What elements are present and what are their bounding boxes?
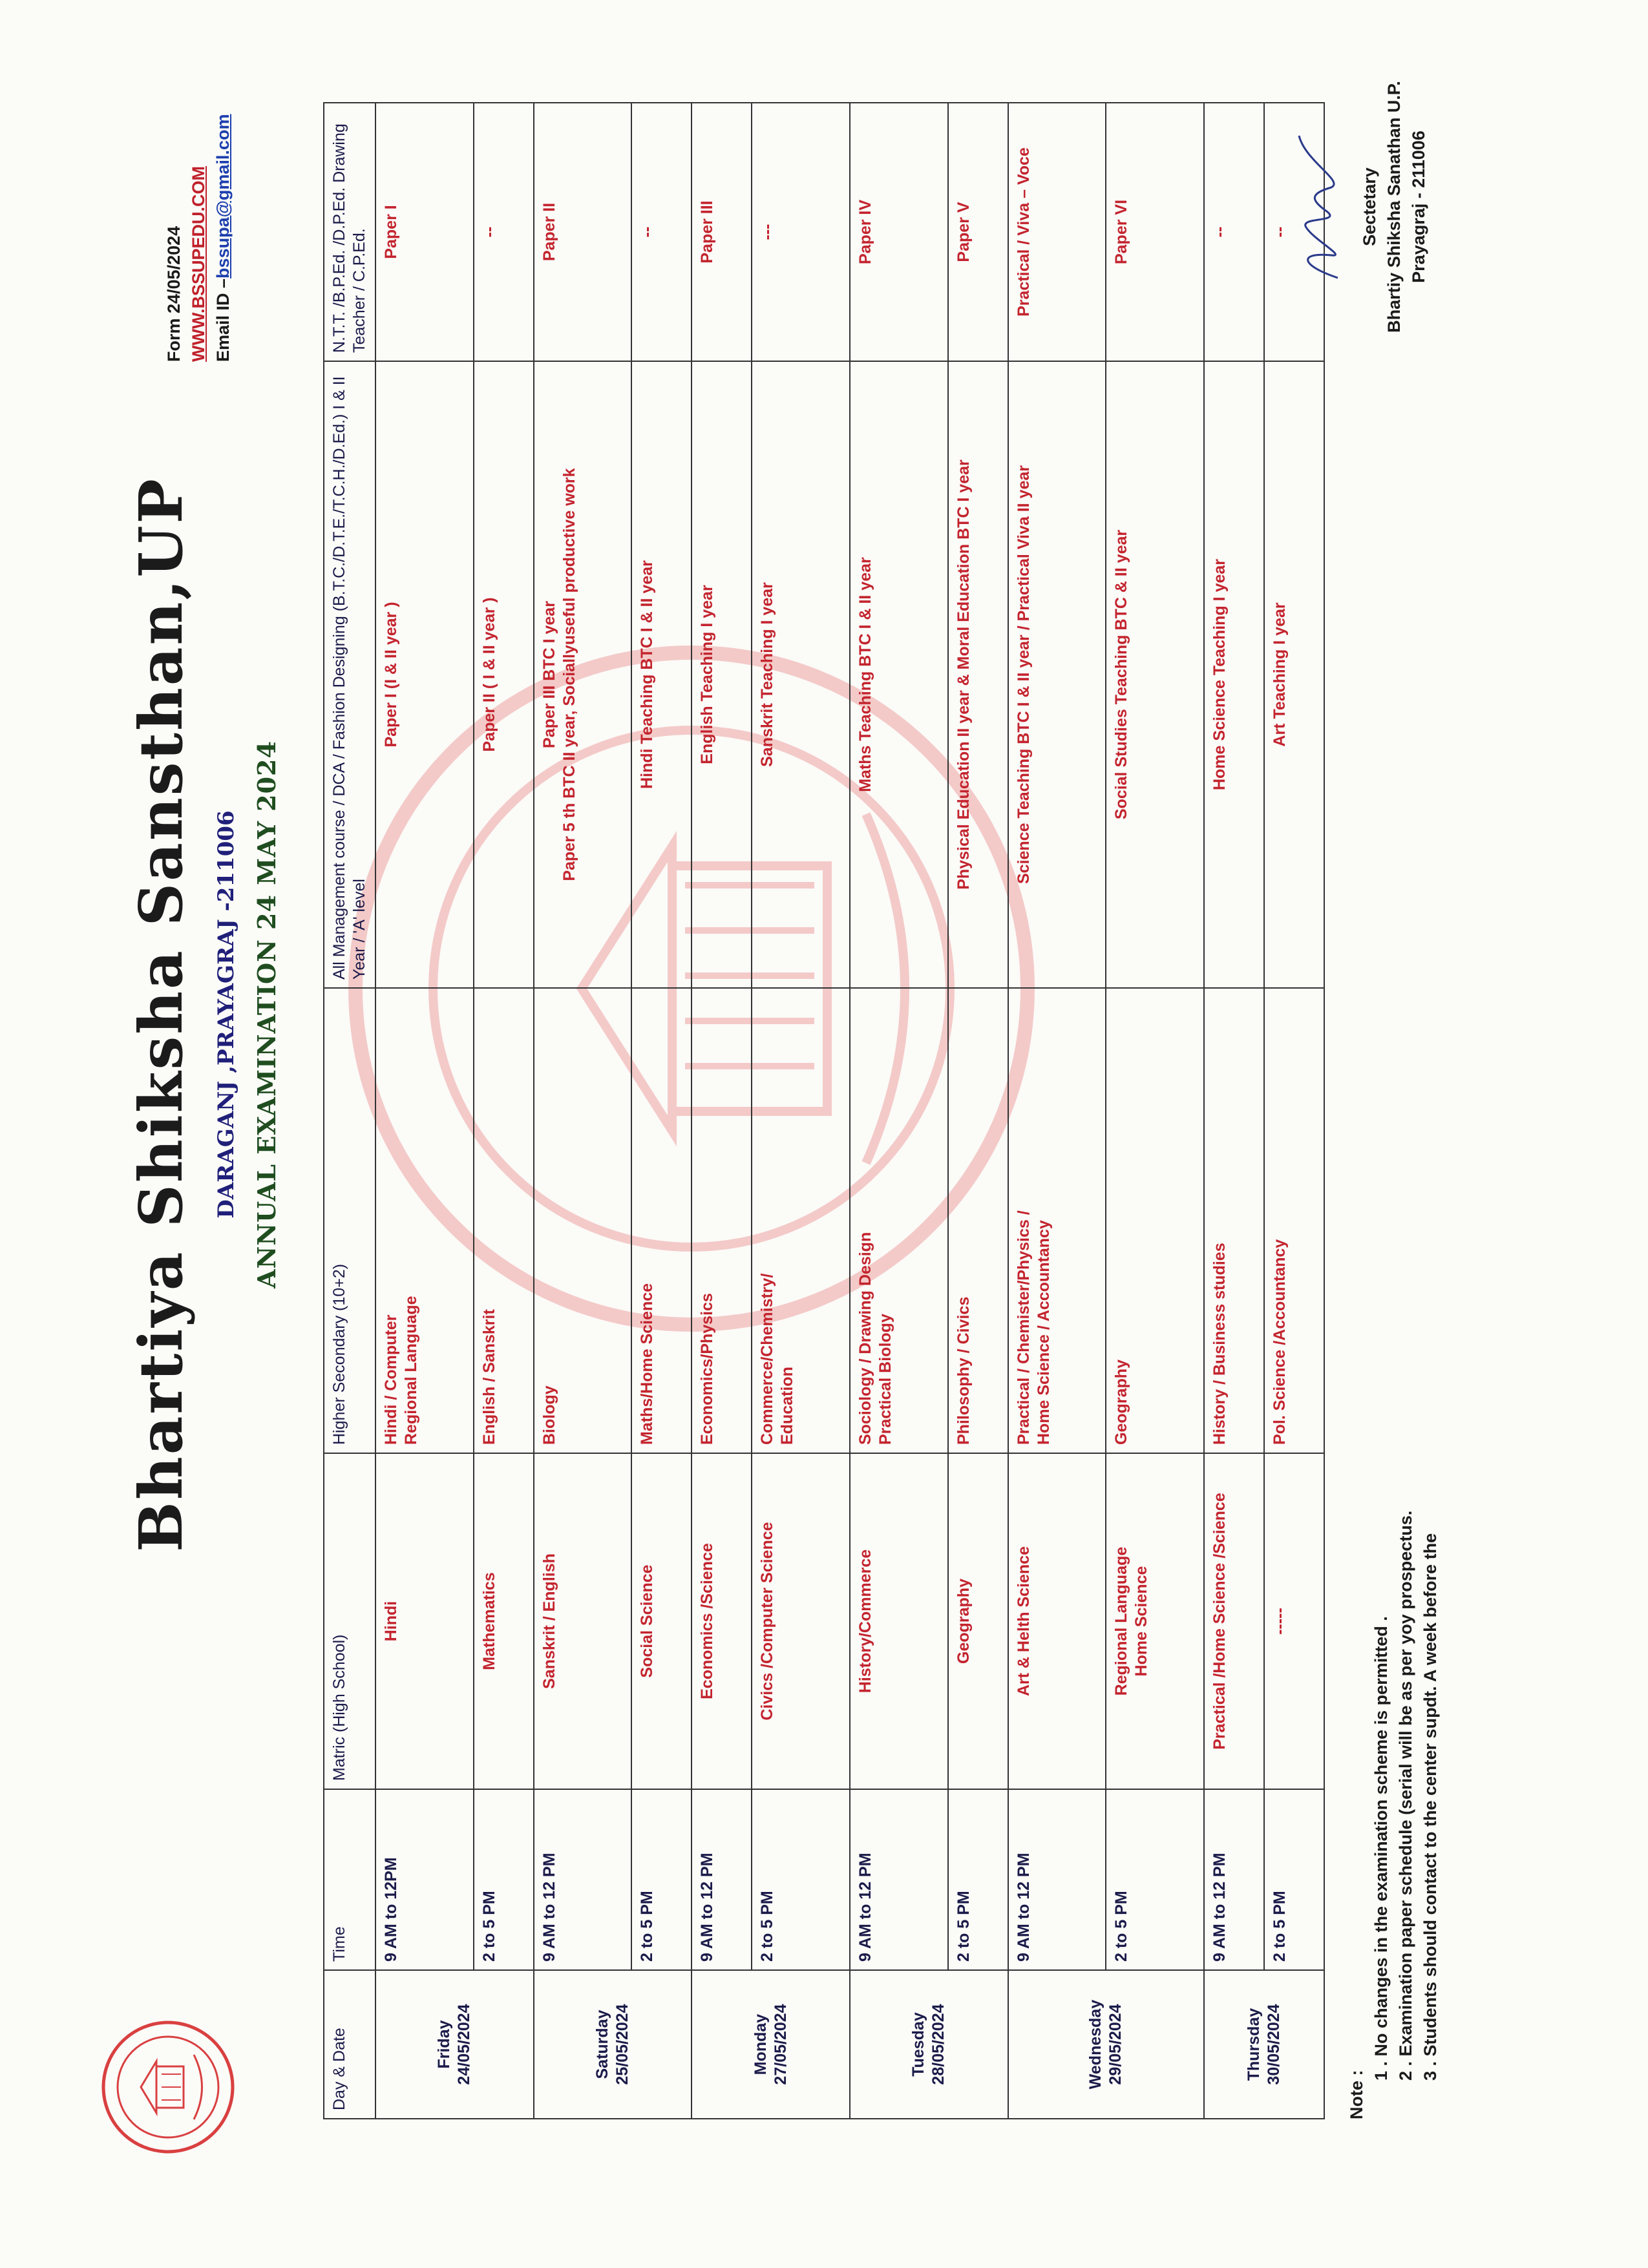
time-cell <box>474 1789 534 1970</box>
management-subject-cell-line: Social Studies Teaching BTC & II year <box>1112 529 1131 820</box>
day-date-cell <box>534 1970 692 2119</box>
higher-secondary-subject-cell <box>948 988 1008 1453</box>
signature-city: Prayagraj - 211006 <box>1409 131 1428 283</box>
matric-subject-cell <box>948 1453 1008 1789</box>
day-name: Monday <box>751 2013 770 2075</box>
ntt-subject-cell-line: Practical / Viva – Voce <box>1014 147 1033 317</box>
column-header-time: Time <box>324 1789 375 1970</box>
management-subject-cell-line: Paper I (I & II year ) <box>382 602 400 748</box>
higher-secondary-subject-cell-line: Geography <box>1112 1360 1131 1445</box>
matric-subject-cell <box>375 1453 474 1789</box>
higher-secondary-subject-cell-line: Biology <box>540 1385 558 1445</box>
time-cell <box>1106 1789 1204 1970</box>
management-subject-cell-line: Paper III BTC I year <box>540 601 558 748</box>
higher-secondary-subject-cell <box>1106 988 1204 1453</box>
notes-section <box>1344 1511 1442 2119</box>
management-subject-cell <box>474 361 534 988</box>
note-item: 2 . Examination paper schedule (serial will be as per yoy prospectus. <box>1396 1510 1415 2081</box>
time-cell-line: 9 AM to 12 PM <box>540 1853 558 1962</box>
time-cell-line: 2 to 5 PM <box>638 1891 657 1962</box>
table-row <box>850 103 948 2119</box>
table-row <box>631 103 692 2119</box>
matric-subject-cell <box>850 1453 948 1789</box>
exam-date: 27/05/2024 <box>771 2004 790 2085</box>
higher-secondary-subject-cell-line: English / Sanskrit <box>480 1309 498 1445</box>
table-row <box>752 103 850 2119</box>
higher-secondary-subject-cell-line: Philosophy / Civics <box>954 1296 973 1445</box>
signature-org: Bhartiy Shiksha Sanathan U.P. <box>1384 81 1404 333</box>
schedule-body <box>375 103 1324 2119</box>
matric-subject-cell-line: Art & Helth Science <box>1014 1546 1033 1697</box>
ntt-subject-cell-line: -- <box>1270 226 1289 238</box>
day-date-cell <box>1008 1970 1204 2119</box>
management-subject-cell-line: Physical Education II year & Moral Education BTC I year <box>954 459 973 890</box>
higher-secondary-subject-cell <box>474 988 534 1453</box>
higher-secondary-subject-cell-line: Commerce/Chemistry/ <box>758 1273 777 1445</box>
higher-secondary-subject-cell <box>1204 988 1264 1453</box>
management-subject-cell-line: Hindi Teaching BTC I & II year <box>638 560 657 789</box>
table-row <box>534 103 632 2119</box>
management-subject-cell-line: Home Science Teaching I year <box>1210 558 1229 791</box>
management-subject-cell-line: Paper II ( I & II year ) <box>480 597 498 752</box>
higher-secondary-subject-cell <box>850 988 948 1453</box>
time-cell <box>375 1789 474 1970</box>
management-subject-cell-line: Sanskrit Teaching I year <box>758 582 777 767</box>
day-name: Tuesday <box>909 2012 928 2077</box>
time-cell <box>948 1789 1008 1970</box>
matric-subject-cell-line: Social Science <box>638 1564 657 1678</box>
management-subject-cell <box>1264 361 1324 988</box>
ntt-subject-cell-line: Paper V <box>954 202 973 262</box>
time-cell <box>631 1789 692 1970</box>
ntt-subject-cell <box>1008 103 1106 361</box>
exam-date: 29/05/2024 <box>1106 2004 1125 2085</box>
institute-address: DARAGANJ ,PRAYAGRAJ -211006 <box>213 810 239 1219</box>
table-row <box>1106 103 1204 2119</box>
institute-seal-icon <box>97 2016 239 2158</box>
day-name: Thursday <box>1245 2008 1263 2081</box>
higher-secondary-subject-cell <box>1008 988 1106 1453</box>
management-subject-cell-line: Science Teaching BTC I & II year / Practical Viva II year <box>1014 465 1033 884</box>
time-cell-line: 2 to 5 PM <box>1270 1891 1289 1962</box>
time-cell <box>692 1789 752 1970</box>
exam-schedule-table <box>323 102 1325 2119</box>
higher-secondary-subject-cell-line: Education <box>778 1367 797 1445</box>
matric-subject-cell-line: Civics /Computer Science <box>758 1522 777 1721</box>
higher-secondary-subject-cell <box>534 988 632 1453</box>
matric-subject-cell <box>1008 1453 1106 1789</box>
website-link[interactable]: WWW.BSSUPEDU.COM <box>189 166 208 362</box>
time-cell-line: 9 AM to 12 PM <box>1210 1853 1229 1962</box>
ntt-subject-cell-line: --- <box>758 224 777 240</box>
ntt-subject-cell-line: Paper VI <box>1112 199 1131 265</box>
higher-secondary-subject-cell <box>375 988 474 1453</box>
management-subject-cell-line: Paper 5 th BTC II year, Sociallyuseful productive work <box>560 468 578 881</box>
ntt-subject-cell <box>948 103 1008 361</box>
management-subject-cell <box>1008 361 1106 988</box>
note-item: 1 . No changes in the examination scheme is permitted . <box>1371 1616 1391 2081</box>
management-subject-cell-line: Maths Teaching BTC I & II year <box>856 557 874 792</box>
table-row <box>1008 103 1106 2119</box>
ntt-subject-cell-line: -- <box>1210 226 1229 238</box>
higher-secondary-subject-cell-line: History / Business studies <box>1210 1243 1229 1445</box>
time-cell-line: 2 to 5 PM <box>758 1891 777 1962</box>
higher-secondary-subject-cell-line: Practical Biology <box>876 1314 894 1445</box>
column-header-higher-secondary: Higher Secondary (10+2) <box>324 988 375 1453</box>
matric-subject-cell <box>474 1453 534 1789</box>
management-subject-cell <box>948 361 1008 988</box>
management-subject-cell <box>850 361 948 988</box>
matric-subject-cell <box>534 1453 632 1789</box>
day-name: Wednesday <box>1086 1999 1105 2090</box>
higher-secondary-subject-cell-line: Sociology / Drawing Design <box>856 1232 874 1445</box>
time-cell-line: 9 AM to 12 PM <box>856 1853 874 1962</box>
note-item: 3 . Students should contact to the center supdt. A week before the <box>1421 1533 1440 2081</box>
table-row <box>474 103 534 2119</box>
higher-secondary-subject-cell <box>692 988 752 1453</box>
institute-title: Bhartiya Shiksha Sansthan,UP <box>126 477 196 1552</box>
higher-secondary-subject-cell-line: Maths/Home Science <box>638 1283 657 1445</box>
ntt-subject-cell-line: Paper II <box>540 202 558 262</box>
exam-title: ANNUAL EXAMINATION 24 MAY 2024 <box>252 740 281 1288</box>
exam-date: 25/05/2024 <box>613 2004 631 2085</box>
day-name: Friday <box>435 2020 454 2069</box>
signature-role: Sectetary <box>1360 167 1379 246</box>
matric-subject-cell-line: Mathematics <box>480 1572 498 1670</box>
ntt-subject-cell-line: -- <box>480 226 498 238</box>
higher-secondary-subject-cell-line: Pol. Science /Accountancy <box>1270 1239 1289 1445</box>
notes-label: Note : <box>1347 2070 1366 2119</box>
day-date-cell <box>375 1970 534 2119</box>
matric-subject-cell <box>752 1453 850 1789</box>
matric-subject-cell-line: Practical /Home Science /Science <box>1210 1493 1229 1750</box>
signature-block <box>1286 71 1431 342</box>
time-cell <box>534 1789 632 1970</box>
time-cell-line: 2 to 5 PM <box>1112 1891 1131 1962</box>
exam-date: 28/05/2024 <box>929 2004 948 2085</box>
time-cell <box>1264 1789 1324 1970</box>
exam-date: 30/05/2024 <box>1265 2004 1283 2085</box>
management-subject-cell <box>752 361 850 988</box>
higher-secondary-subject-cell-line: Economics/Physics <box>698 1293 717 1445</box>
higher-secondary-subject-cell-line: Home Science / Accountancy <box>1034 1220 1053 1445</box>
matric-subject-cell-line: ----- <box>1270 1608 1289 1635</box>
higher-secondary-subject-cell <box>752 988 850 1453</box>
time-cell-line: 9 AM to 12 PM <box>698 1853 717 1962</box>
time-cell-line: 9 AM to 12PM <box>382 1857 400 1962</box>
ntt-subject-cell <box>631 103 692 361</box>
time-cell-line: 2 to 5 PM <box>954 1891 973 1962</box>
matric-subject-cell-line: History/Commerce <box>856 1549 874 1694</box>
matric-subject-cell <box>1204 1453 1264 1789</box>
table-row <box>375 103 474 2119</box>
form-info <box>162 114 235 362</box>
form-date: Form 24/05/2024 <box>164 226 184 362</box>
table-row <box>1204 103 1264 2119</box>
higher-secondary-subject-cell-line: Practical / Chemister/Physics / <box>1014 1210 1033 1445</box>
matric-subject-cell <box>631 1453 692 1789</box>
time-cell <box>1204 1789 1264 1970</box>
matric-subject-cell-line: Economics /Science <box>698 1543 717 1699</box>
ntt-subject-cell <box>474 103 534 361</box>
management-subject-cell <box>1106 361 1204 988</box>
matric-subject-cell-line: Geography <box>954 1579 973 1664</box>
column-header-ntt: N.T.T. /B.P.Ed. /D.P.Ed. Drawing Teacher / C.P.Ed. <box>324 103 375 361</box>
time-cell-line: 2 to 5 PM <box>480 1891 498 1962</box>
management-subject-cell <box>631 361 692 988</box>
ntt-subject-cell <box>375 103 474 361</box>
matric-subject-cell-line: Sanskrit / English <box>540 1553 558 1689</box>
ntt-subject-cell <box>692 103 752 361</box>
day-date-cell <box>1204 1970 1324 2119</box>
column-header-day-date: Day & Date <box>324 1970 375 2119</box>
higher-secondary-subject-cell-line: Regional Language <box>402 1296 420 1445</box>
ntt-subject-cell <box>1106 103 1204 361</box>
higher-secondary-subject-cell <box>1264 988 1324 1453</box>
table-row <box>692 103 752 2119</box>
matric-subject-cell <box>692 1453 752 1789</box>
management-subject-cell <box>375 361 474 988</box>
day-date-cell <box>692 1970 850 2119</box>
ntt-subject-cell-line: Paper IV <box>856 199 874 265</box>
management-subject-cell <box>534 361 632 988</box>
management-subject-cell-line: Art Teaching I year <box>1270 602 1289 747</box>
higher-secondary-subject-cell-line: Hindi / Computer <box>382 1314 400 1445</box>
ntt-subject-cell <box>1204 103 1264 361</box>
day-date-cell <box>850 1970 1008 2119</box>
ntt-subject-cell <box>850 103 948 361</box>
table-row <box>1264 103 1324 2119</box>
management-subject-cell-line: English Teaching I year <box>698 585 717 764</box>
email-link[interactable]: bssupa@gmail.com <box>213 114 233 278</box>
matric-subject-cell <box>1264 1453 1324 1789</box>
ntt-subject-cell-line: Paper I <box>382 205 400 259</box>
management-subject-cell <box>692 361 752 988</box>
day-name: Saturday <box>593 2010 611 2079</box>
matric-subject-cell <box>1106 1453 1204 1789</box>
matric-subject-cell-line: Hindi <box>382 1601 400 1642</box>
table-header-row <box>324 103 375 2119</box>
handwritten-signature-icon <box>1286 123 1357 291</box>
management-subject-cell <box>1204 361 1264 988</box>
ntt-subject-cell-line: -- <box>638 226 657 238</box>
time-cell-line: 9 AM to 12 PM <box>1014 1853 1033 1962</box>
column-header-management: All Management course / DCA / Fashion Designing (B.T.C./D.T.E./T.C.H./D.Ed.) I & II Year / 'A' level <box>324 361 375 988</box>
higher-secondary-subject-cell <box>631 988 692 1453</box>
ntt-subject-cell-line: Paper III <box>698 200 717 264</box>
ntt-subject-cell <box>534 103 632 361</box>
column-header-matric: Matric (High School) <box>324 1453 375 1789</box>
time-cell <box>850 1789 948 1970</box>
ntt-subject-cell <box>752 103 850 361</box>
exam-date: 24/05/2024 <box>455 2004 474 2085</box>
email-label: Email ID – <box>213 278 233 362</box>
table-row <box>948 103 1008 2119</box>
time-cell <box>1008 1789 1106 1970</box>
matric-subject-cell-line: Regional Language Home Science <box>1112 1546 1151 1696</box>
email-line <box>211 114 235 362</box>
time-cell <box>752 1789 850 1970</box>
